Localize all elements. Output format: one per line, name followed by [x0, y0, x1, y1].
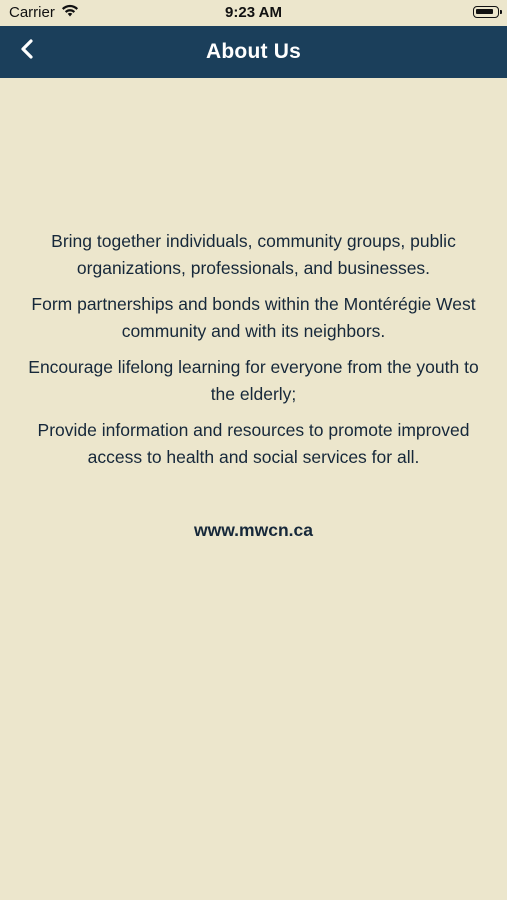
status-bar [0, 0, 507, 26]
about-content [0, 228, 507, 480]
website-link[interactable]: www.mwcn.ca [194, 520, 313, 540]
page-title: About Us [206, 40, 301, 63]
battery-icon [473, 6, 499, 18]
mission-paragraph: Bring together individuals, community groups, public organizations, professionals, and businesses. [51, 231, 456, 278]
mission-paragraph: Encourage lifelong learning for everyone from the youth to the elderly; [28, 357, 479, 404]
navigation-bar [0, 26, 507, 78]
mission-paragraph: Provide information and resources to promote improved access to health and social services for all. [37, 420, 470, 467]
mission-paragraph: Form partnerships and bonds within the Montérégie West community and with its neighbors. [31, 294, 476, 341]
status-time: 9:23 AM [225, 4, 282, 21]
carrier-label: Carrier [9, 4, 55, 21]
